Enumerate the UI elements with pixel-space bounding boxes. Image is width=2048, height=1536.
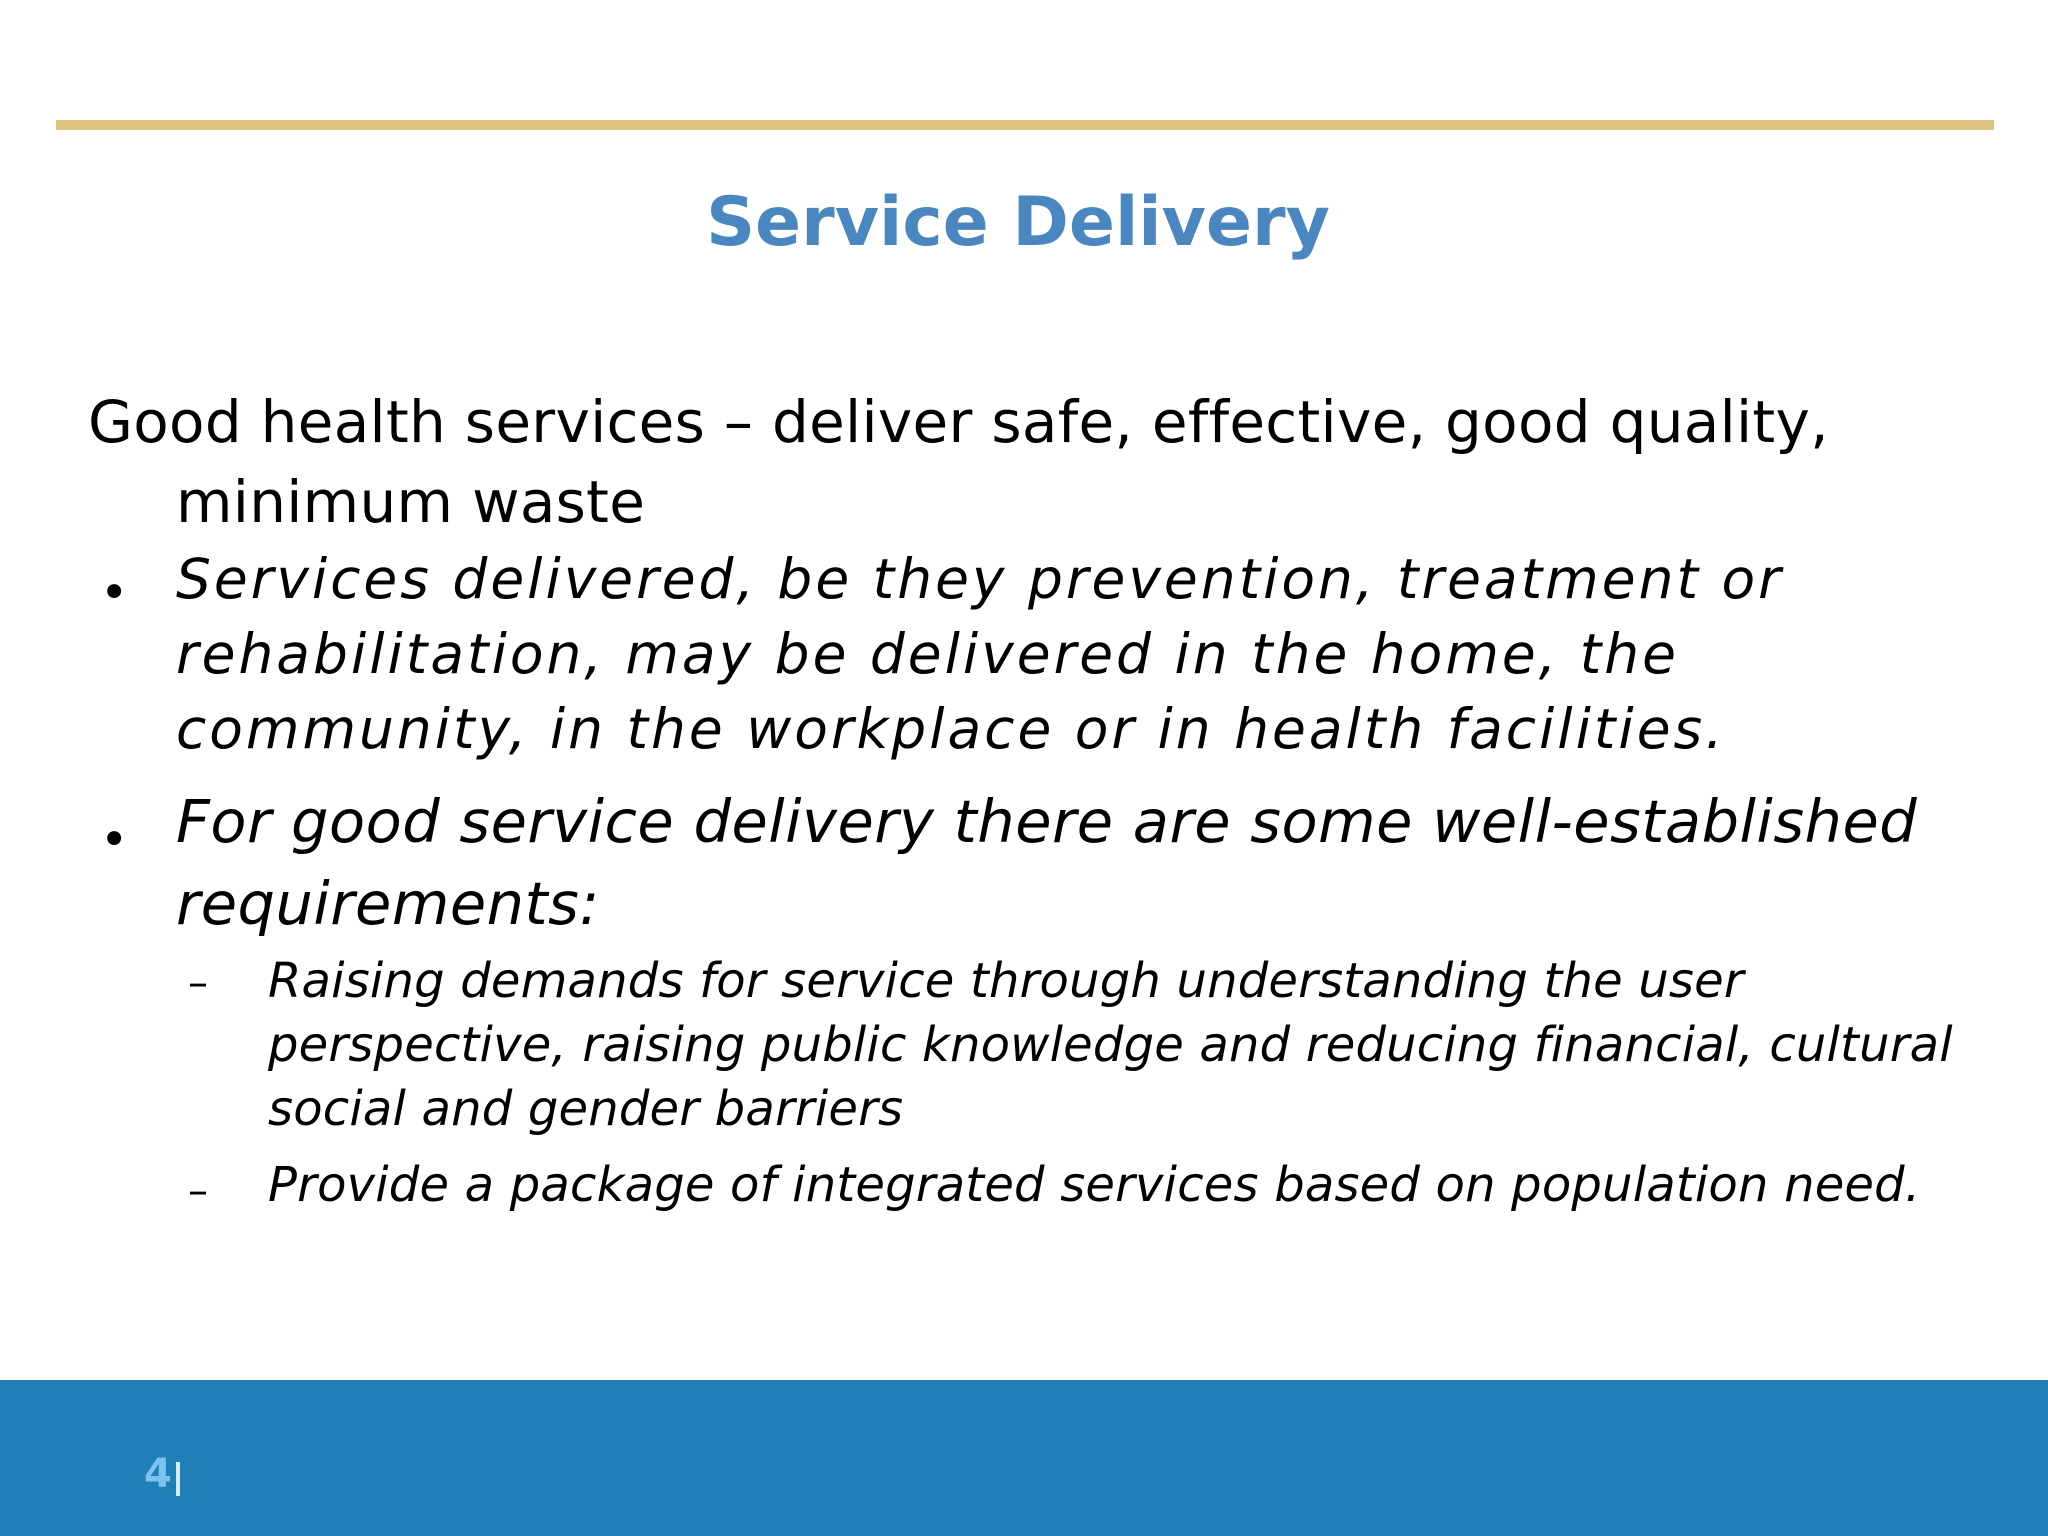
footer-band <box>0 1380 2048 1536</box>
sub-item-text: Provide a package of integrated services based on population need. <box>268 1157 1921 1213</box>
sub-item <box>188 949 1988 1141</box>
dash-marker: – <box>188 960 209 1006</box>
dash-marker: – <box>188 1168 209 1214</box>
slide-body <box>88 382 1988 1221</box>
intro-text: Good health services – deliver safe, effective, good quality, minimum waste <box>88 388 1829 536</box>
title-rule <box>56 120 1994 130</box>
sub-item-text: Raising demands for service through understanding the user perspective, raising public knowledge and reducing financial, cultural social and gender barriers <box>268 953 1953 1137</box>
bullet-marker: • <box>100 812 129 868</box>
bullet-text: Services delivered, be they prevention, treatment or rehabilitation, may be delivered in the home, the community, in the workplace or in health facilities. <box>176 547 1784 761</box>
sub-item <box>188 1149 1988 1221</box>
bullet-text: For good service delivery there are some well-established requirements: <box>176 787 1918 938</box>
sub-list <box>88 949 1988 1221</box>
page-number: 4 <box>144 1451 172 1497</box>
bullet-marker: • <box>100 565 132 621</box>
bullet-item <box>88 781 1988 945</box>
page-number-separator <box>176 1462 180 1496</box>
bullet-item <box>88 542 1988 767</box>
slide-title: Service Delivery <box>706 183 1330 262</box>
